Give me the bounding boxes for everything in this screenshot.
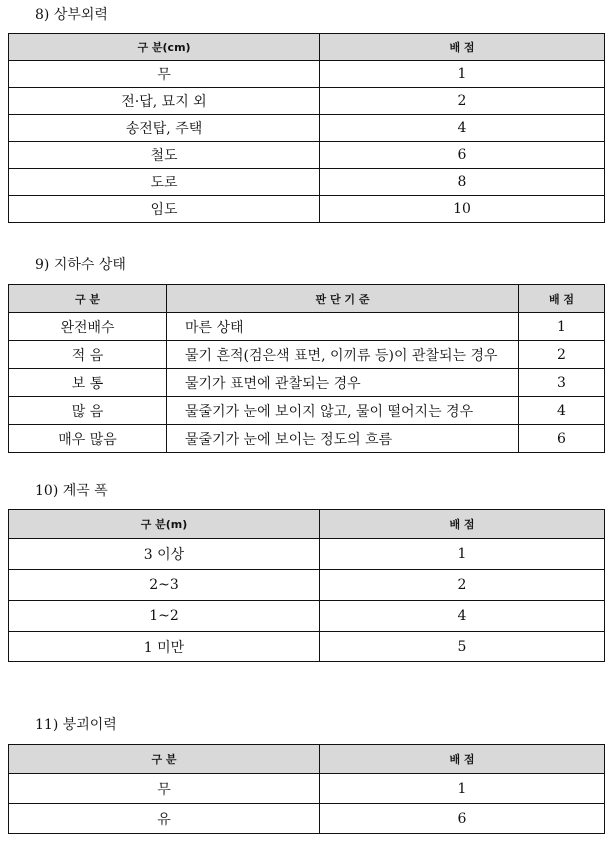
header-category: 구 분: [9, 745, 320, 774]
table-cell: 송전탑, 주택: [9, 115, 320, 142]
table-cell: 물줄기가 눈에 보이는 정도의 흐름: [167, 425, 519, 453]
table-cell: 8: [320, 169, 605, 196]
table-cell: 1: [320, 539, 605, 570]
table-cell: 4: [320, 115, 605, 142]
table-cell: 마른 상태: [167, 313, 519, 341]
header-score: 배 점: [320, 510, 605, 539]
table-cell: 3: [519, 369, 605, 397]
table-cell: 1: [320, 61, 605, 88]
table-cell: 매우 많음: [9, 425, 167, 453]
section-title-11: 11) 붕괴이력: [35, 717, 117, 733]
table-cell: 무: [9, 774, 320, 804]
header-criteria: 판 단 기 준: [167, 285, 519, 313]
table-cell: 유: [9, 804, 320, 834]
table-cell: 완전배수: [9, 313, 167, 341]
table-cell: 1~2: [9, 601, 320, 632]
table-10: [8, 509, 605, 662]
table-11: [8, 744, 605, 834]
table-cell: 1: [320, 774, 605, 804]
table-cell: 물줄기가 눈에 보이지 않고, 물이 떨어지는 경우: [167, 397, 519, 425]
table-cell: 6: [320, 804, 605, 834]
table-cell: 4: [519, 397, 605, 425]
table-8: [8, 33, 605, 223]
section-title-9: 9) 지하수 상태: [35, 257, 126, 273]
header-score: 배 점: [320, 34, 605, 61]
table-9: [8, 284, 605, 453]
table-cell: 물기가 표면에 관찰되는 경우: [167, 369, 519, 397]
section-title-10: 10) 계곡 폭: [35, 483, 108, 499]
table-cell: 3 이상: [9, 539, 320, 570]
table-cell: 2~3: [9, 570, 320, 601]
table-cell: 4: [320, 601, 605, 632]
table-cell: 1: [519, 313, 605, 341]
table-cell: 물기 흔적(검은색 표면, 이끼류 등)이 관찰되는 경우: [167, 341, 519, 369]
table-cell: 5: [320, 632, 605, 662]
table-cell: 적 음: [9, 341, 167, 369]
table-cell: 무: [9, 61, 320, 88]
table-cell: 철도: [9, 142, 320, 169]
table-cell: 임도: [9, 196, 320, 223]
header-category: 구 분: [9, 285, 167, 313]
table-cell: 6: [320, 142, 605, 169]
table-cell: 2: [519, 341, 605, 369]
table-cell: 2: [320, 88, 605, 115]
table-cell: 보 통: [9, 369, 167, 397]
table-cell: 1 미만: [9, 632, 320, 662]
header-category: 구 분(cm): [9, 34, 320, 61]
header-score: 배 점: [519, 285, 605, 313]
section-title-8: 8) 상부외력: [35, 7, 108, 23]
table-cell: 6: [519, 425, 605, 453]
header-score: 배 점: [320, 745, 605, 774]
table-cell: 전·답, 묘지 외: [9, 88, 320, 115]
table-cell: 10: [320, 196, 605, 223]
table-cell: 많 음: [9, 397, 167, 425]
header-category: 구 분(m): [9, 510, 320, 539]
table-cell: 도로: [9, 169, 320, 196]
table-cell: 2: [320, 570, 605, 601]
